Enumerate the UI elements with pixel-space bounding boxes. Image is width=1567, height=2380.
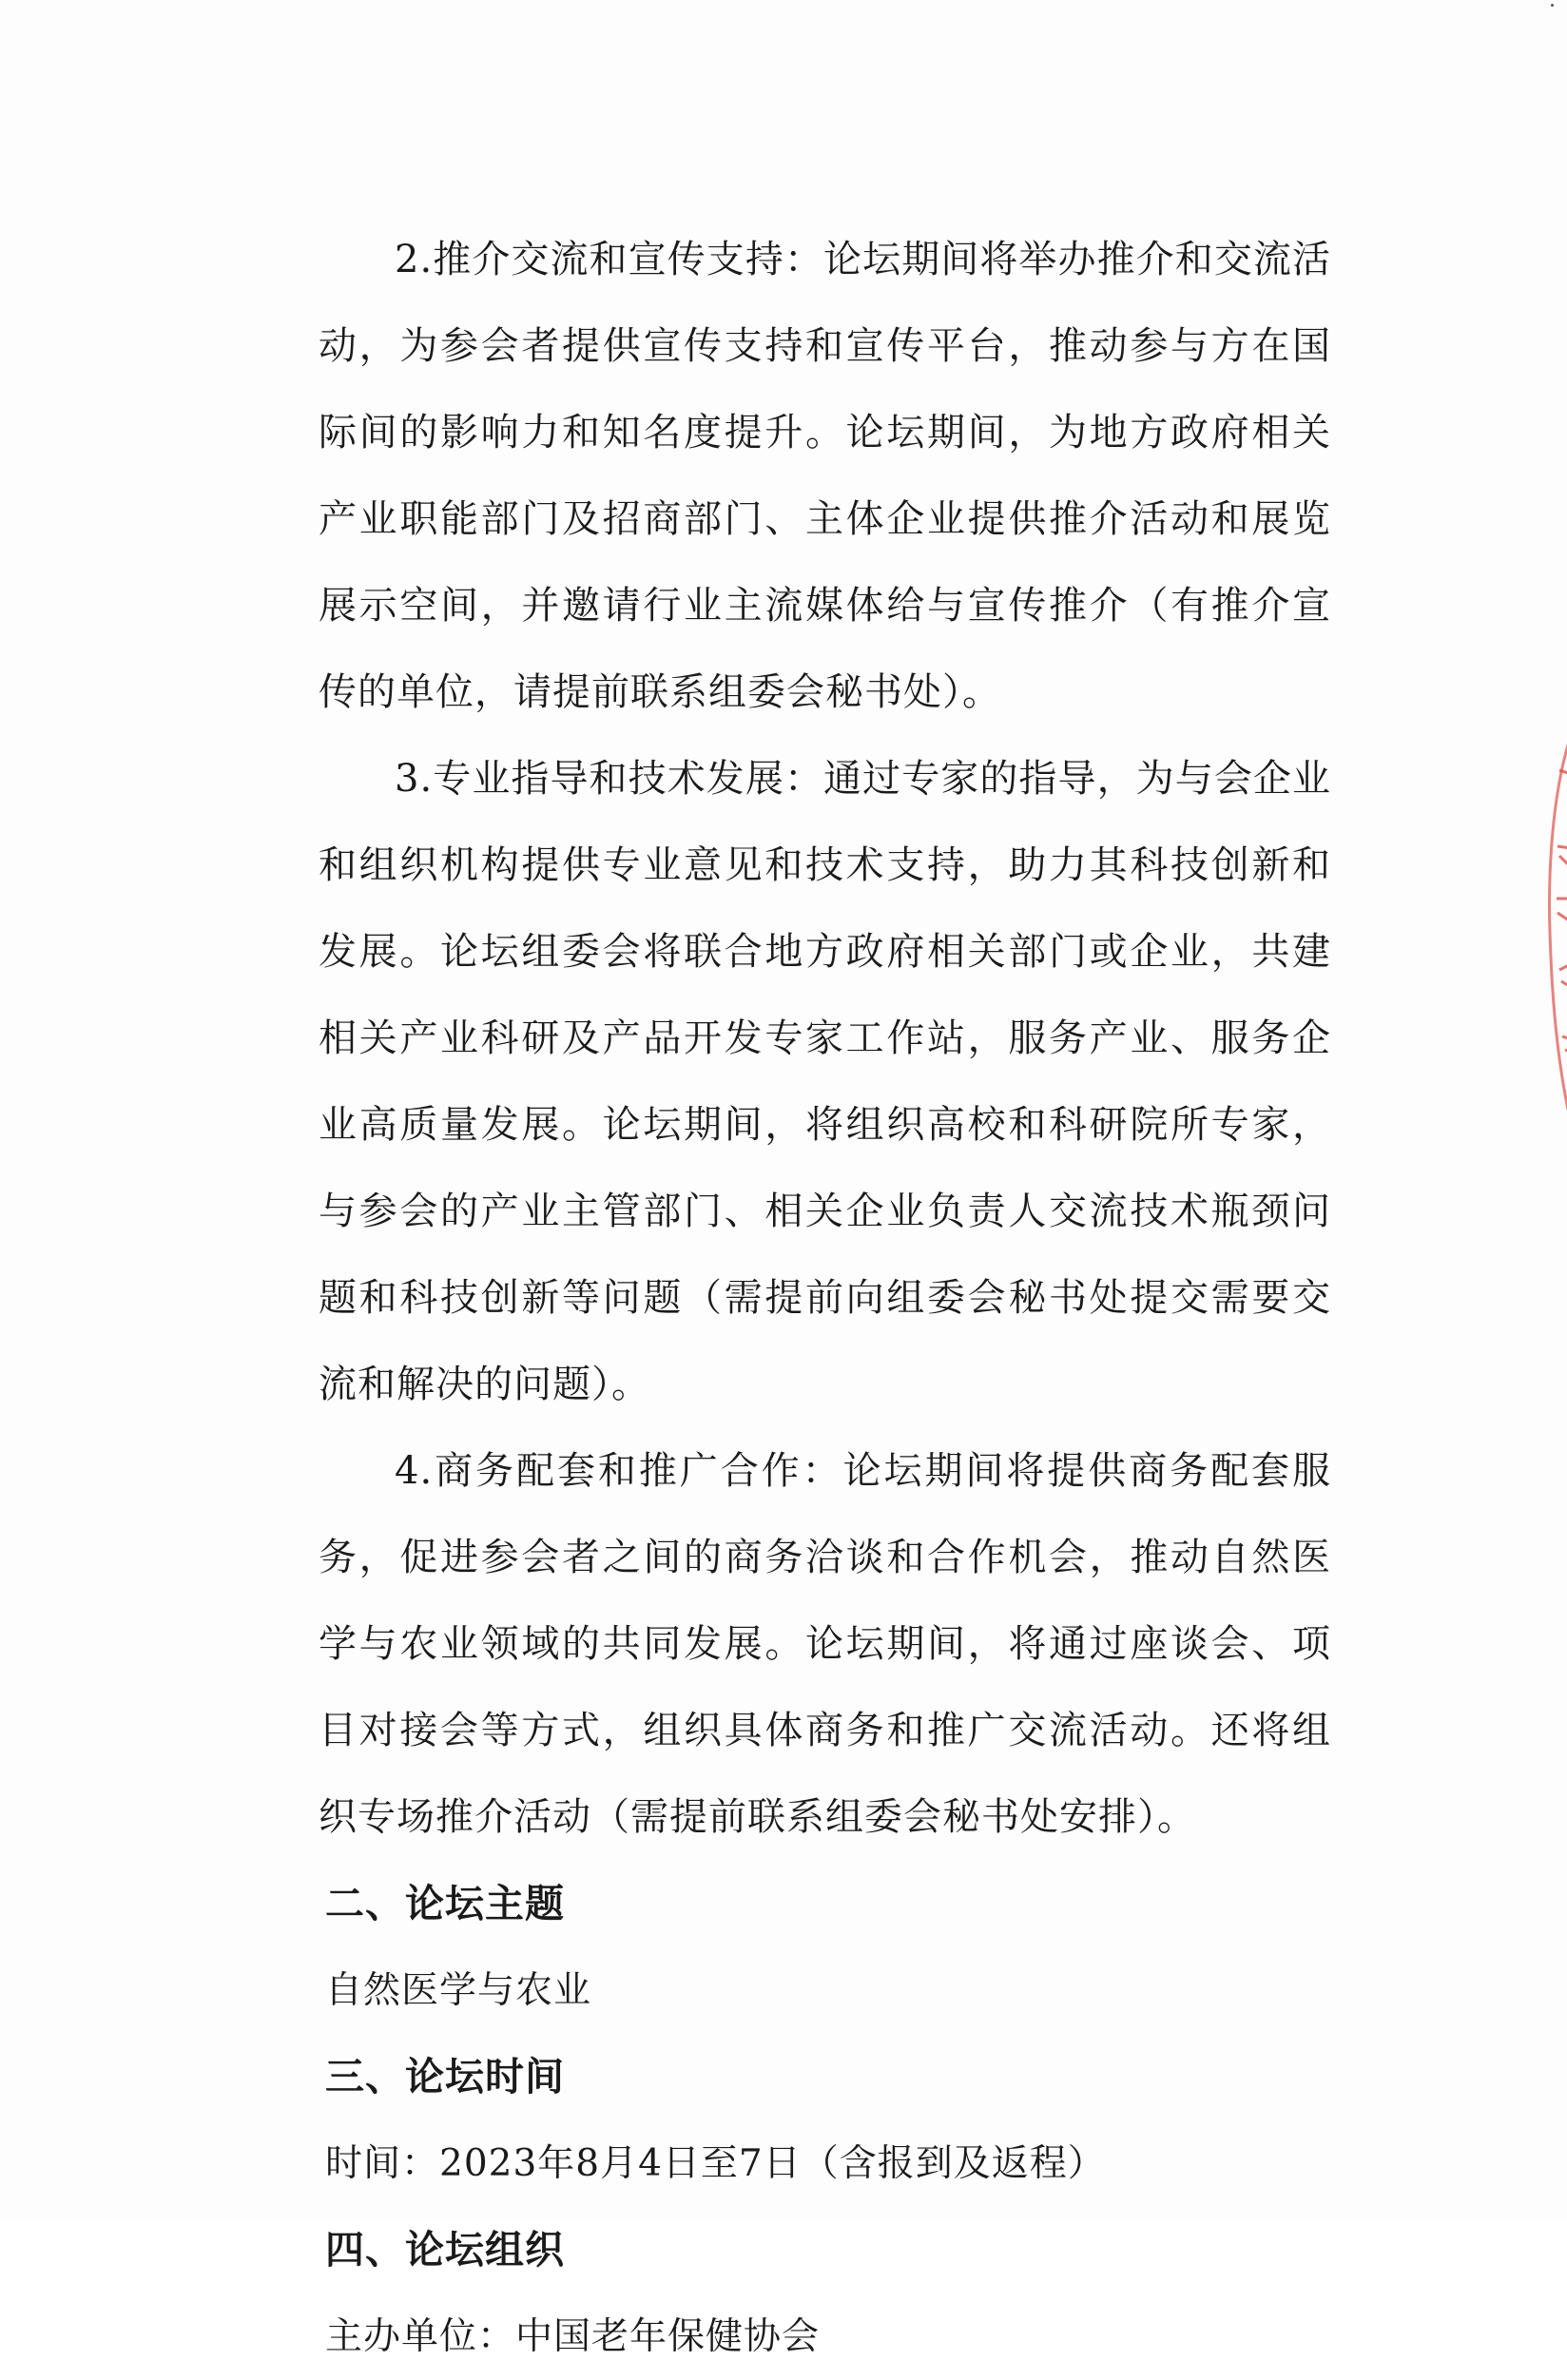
heading-forum-time: 三、论坛时间 [325, 2054, 565, 2099]
partial-seal-stamp [1531, 732, 1567, 1132]
forum-organizer-text: 主办单位：中国老年保健协会 [325, 2315, 821, 2358]
paragraph-expert-guidance: 3.专业指导和技术发展：通过专家的指导，为与会企业和组织机构提供专业意见和技术支持，助力其科技创新和发展。论坛组委会将联合地方政府相关部门或企业，共建相关产业科研及产品开发专家工作站，服务产业、服务企业高质量发展。论坛期间，将组织高校和科研院所专家，与参会的产业主管部门、相关企业负责人交流技术瓶颈问题和科技创新等问题（需提前向组委会秘书处提交需要交流和解决的问题）。 [319, 757, 1331, 1406]
paragraph-promotion-support: 2.推介交流和宣传支持：论坛期间将举办推介和交流活动，为参会者提供宣传支持和宣传平台，推动参与方在国际间的影响力和知名度提升。论坛期间，为地方政府相关产业职能部门及招商部门、主体企业提供推介活动和展览展示空间，并邀请行业主流媒体给与宣传推介（有推介宣传的单位，请提前联系组委会秘书处）。 [319, 238, 1331, 714]
forum-theme-text: 自然医学与农业 [325, 1969, 592, 2012]
paragraph-business-cooperation: 4.商务配套和推广合作：论坛期间将提供商务配套服务，促进参会者之间的商务洽谈和合作机会，推动自然医学与农业领域的共同发展。论坛期间，将通过座谈会、项目对接会等方式，组织具体商务和推广交流活动。还将组织专场推介活动（需提前联系组委会秘书处安排）。 [319, 1449, 1331, 1839]
scan-speck [1551, 4, 1554, 7]
document-body [319, 217, 1331, 2380]
forum-time-text: 时间：2023年8月4日至7日（含报到及返程） [325, 2142, 1106, 2185]
heading-forum-theme: 二、论坛主题 [325, 1881, 565, 1926]
heading-forum-organization: 四、论坛组织 [325, 2227, 565, 2273]
